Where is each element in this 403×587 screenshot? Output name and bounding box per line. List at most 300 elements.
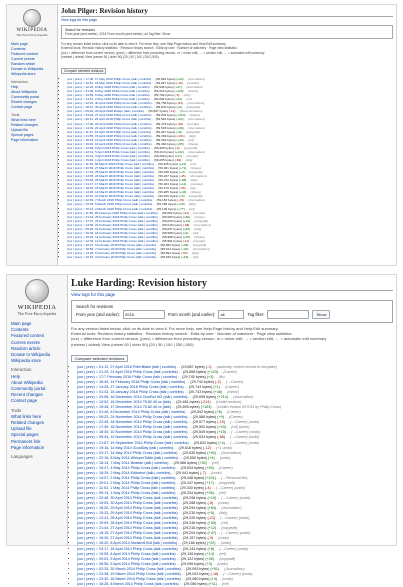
sidebar-link[interactable]: Random article	[11, 345, 41, 351]
revision-talk-links[interactable]: (talk | contribs)	[132, 190, 155, 195]
revision-date-user[interactable]: 10:51, 10 March 2018 Philip Cross	[85, 194, 133, 199]
revision-talk-links[interactable]: (talk | contribs)	[150, 364, 177, 369]
view-logs-link[interactable]: View logs for this page	[71, 292, 116, 297]
revision-talk-links[interactable]: (talk | contribs)	[130, 105, 152, 110]
revision-date-user[interactable]: 17:7 February 2018 Philip Cross	[99, 374, 152, 379]
revision-grey-link[interactable]: (cur | prev) ○	[77, 369, 100, 374]
revision-talk-links[interactable]: (talk | contribs)	[162, 435, 188, 440]
revision-grey-link[interactable]: (cur | prev) ○	[67, 246, 86, 251]
revision-date-user[interactable]: 23:38, 19 March 2014 Philip Cross	[99, 571, 156, 576]
revision-grey-link[interactable]: (cur | prev) ○	[77, 526, 100, 531]
revision-grey-link[interactable]: (cur | prev) ○	[77, 581, 100, 586]
revision-date-user[interactable]: 15:20, 8 April 2014 Nodlard1918	[99, 541, 152, 546]
revision-grey-link[interactable]: (cur | prev) ○	[67, 174, 86, 179]
revision-talk-links[interactable]: (talk | contribs)	[132, 186, 155, 191]
revision-grey-link[interactable]: (cur | prev) ○	[67, 222, 86, 227]
revision-grey-link[interactable]: (cur | prev) ○	[67, 109, 86, 114]
revision-grey-link[interactable]: (cur | prev) ○	[67, 77, 86, 82]
revision-talk-links[interactable]: (talk | contribs)	[150, 485, 176, 490]
revision-talk-links[interactable]: (talk | contribs)	[152, 369, 178, 374]
revision-talk-links[interactable]: (talk | contribs)	[130, 101, 152, 106]
revision-date-user[interactable]: 10:09, 28 April 2014 Philip Cross	[99, 521, 153, 526]
revision-date-user[interactable]: 20:08, 16 December 2014 ClueBot NG	[99, 395, 163, 400]
revision-date-user[interactable]: 16:51, 16 May 2018 Philip Cross	[85, 81, 131, 86]
revision-talk-links[interactable]: (talk | contribs)	[128, 89, 150, 94]
revision-talk-links[interactable]: (talk | contribs)	[150, 465, 176, 470]
sidebar-link[interactable]: Contact page	[11, 398, 38, 404]
sidebar-link[interactable]: Special pages	[11, 432, 39, 438]
revision-date-user[interactable]: 20:48, 16 February 2018 Philip Cross	[85, 230, 137, 235]
revision-grey-link[interactable]: (cur | prev) ○	[77, 531, 100, 536]
revision-talk-links[interactable]: (talk | contribs)	[122, 109, 144, 114]
revision-date-user[interactable]: 12:03, 12 February 2018 Philip Cross	[85, 238, 137, 243]
revision-grey-link[interactable]: (cur | prev) ○	[77, 410, 100, 415]
revision-date-user[interactable]: 12:41, 28 April 2014 Philip Cross	[99, 516, 153, 521]
revision-grey-link[interactable]: (cur | prev) ○	[67, 202, 86, 207]
revision-date-user[interactable]: 22:45, 18 November 2014 Philip Cross	[99, 420, 163, 425]
revision-grey-link[interactable]: (cur | prev) ○	[77, 536, 100, 541]
revision-talk-links[interactable]: (talk | contribs)	[136, 218, 158, 223]
tag-filter-input[interactable]	[267, 310, 309, 319]
revision-date-user[interactable]: 10:16, 3 February 2018 Philip Cross	[85, 255, 136, 260]
revision-grey-link[interactable]: (cur | prev) ○	[67, 125, 86, 130]
revision-talk-links[interactable]: (talk | contribs)	[135, 251, 157, 256]
revision-date-user[interactable]: 19:05, 30 April 2014 Philip Cross	[99, 501, 153, 506]
revision-talk-links[interactable]: (talk | contribs)	[132, 174, 155, 179]
revision-grey-link[interactable]: (cur | prev) ○	[77, 556, 100, 561]
revision-talk-links[interactable]: (talk | contribs)	[130, 125, 152, 130]
revision-talk-links[interactable]: (talk | contribs)	[145, 470, 171, 475]
revision-talk-links[interactable]: (talk | contribs)	[131, 206, 153, 211]
show-button[interactable]: Show	[312, 310, 330, 319]
sidebar-link[interactable]: Main page	[11, 321, 32, 326]
revision-grey-link[interactable]: (cur | prev) ○	[67, 105, 86, 110]
revision-grey-link[interactable]: (cur | prev) ○	[67, 234, 86, 239]
revision-talk-links[interactable]: (talk | contribs)	[128, 85, 150, 90]
revision-talk-links[interactable]: (talk | contribs)	[128, 97, 150, 102]
revision-date-user[interactable]: 18:29, 2 May 2014 Editorbot	[99, 470, 146, 475]
revision-grey-link[interactable]: (cur | prev) ○	[77, 405, 100, 410]
search-row[interactable]: From year (and earlier): 2018 From month (and earlier): all Tag filter: Show	[65, 32, 171, 36]
revision-talk-links[interactable]: (talk | contribs)	[150, 490, 176, 495]
sidebar-link[interactable]: Page information	[11, 444, 45, 450]
revision-talk-links[interactable]: (talk | contribs)	[148, 445, 174, 450]
sidebar-link[interactable]: Related changes	[11, 123, 38, 127]
revision-grey-link[interactable]: (cur | prev) ○	[77, 571, 100, 576]
sidebar-link[interactable]: Recent changes	[11, 392, 43, 398]
revision-talk-links[interactable]: (talk | contribs)	[135, 246, 157, 251]
revision-grey-link[interactable]: (cur | prev) ○	[77, 445, 100, 450]
revision-date-user[interactable]: 21:44, 27 April 2014 Philip Cross	[99, 526, 153, 531]
sidebar-link[interactable]: Contents	[11, 327, 29, 333]
revision-grey-link[interactable]: (cur | prev) ○	[67, 190, 86, 195]
sidebar-link[interactable]: Help	[11, 373, 21, 379]
revision-date-user[interactable]: 18:20, 29 April 2014 Philip Cross	[99, 506, 153, 511]
revision-grey-link[interactable]: (cur | prev) ○	[67, 141, 86, 146]
revision-talk-links[interactable]: (talk | contribs)	[163, 440, 189, 445]
revision-grey-link[interactable]: (cur | prev) ○	[67, 198, 86, 203]
pagination[interactable]: (newest | oldest) View (newer 50 | older 50) (20 | 50 | 100 | 250 | 500)	[61, 54, 159, 59]
revision-date-user[interactable]: 21:39, 6 May 2018 Philip Cross	[85, 89, 129, 94]
revision-grey-link[interactable]: (cur | prev) ○	[77, 496, 100, 501]
sidebar-link[interactable]: Community portal	[11, 386, 46, 392]
revision-date-user[interactable]: 14:28, 5 February 2018 Philip Cross	[85, 251, 136, 256]
revision-grey-link[interactable]: (cur | prev) ○	[77, 576, 100, 581]
revision-grey-link[interactable]: (cur | prev) ○	[77, 379, 100, 384]
revision-date-user[interactable]: 20:11, 25 April 2018 Philip Cross	[85, 117, 131, 122]
revision-date-user[interactable]: 18:40, 15 March 2018 Philip Cross	[85, 186, 133, 191]
revision-date-user[interactable]: 18:59, 7 February 2018 Philip Cross	[85, 246, 136, 251]
revision-grey-link[interactable]: (cur | prev) ○	[67, 194, 86, 199]
revision-talk-links[interactable]: (talk | contribs)	[128, 153, 150, 158]
revision-date-user[interactable]: 23:04, 27 April 2018 Philip Cross	[85, 113, 131, 118]
revision-grey-link[interactable]: (cur | prev) ○	[77, 506, 100, 511]
revision-talk-links[interactable]: (talk | contribs)	[153, 581, 179, 586]
revision-grey-link[interactable]: (cur | prev) ○	[77, 480, 100, 485]
revision-date-user[interactable]: 21:55, 15 April 2018 Philip Cross	[85, 133, 131, 138]
revision-talk-links[interactable]: (talk | contribs)	[150, 556, 176, 561]
revision-grey-link[interactable]: (cur | prev) ○	[67, 186, 86, 191]
revision-talk-links[interactable]: (talk | contribs)	[130, 121, 152, 126]
revision-date-user[interactable]: 13:02, 16 December 2014 75.82.40.xx	[99, 400, 162, 405]
revision-talk-links[interactable]: (talk | contribs)	[152, 531, 178, 536]
revision-talk-links[interactable]: (talk | contribs)	[160, 379, 186, 384]
revision-grey-link[interactable]: (cur | prev) ○	[77, 501, 100, 506]
sidebar-link[interactable]: Page information	[11, 138, 39, 142]
sidebar-link[interactable]: Wikipedia store	[11, 358, 42, 364]
revision-talk-links[interactable]: (talk | contribs)	[130, 81, 152, 86]
revision-grey-link[interactable]: (cur | prev) ○	[67, 166, 86, 171]
revision-date-user[interactable]: 14:02, 20 April 2018 Philip Cross	[85, 125, 131, 130]
revision-date-user[interactable]: 16:20, 10 April 2018 Philip Cross	[85, 141, 131, 146]
revision-date-user[interactable]: 18:07, 30 April 2018 Philip Cross	[85, 105, 131, 110]
sidebar-link[interactable]: Upload file	[11, 426, 32, 432]
revision-date-user[interactable]: 15:46, 1 April 2018 Philip Cross	[85, 157, 129, 162]
sidebar-link[interactable]: Community portal	[11, 95, 40, 99]
revision-date-user[interactable]: 17:22, 25 March 2018 Philip Cross	[85, 170, 133, 175]
revision-grey-link[interactable]: (cur | prev) ○	[67, 81, 86, 86]
revision-date-user[interactable]: 12:08, 8 April 2018 Philip Cross	[85, 145, 129, 150]
revision-talk-links[interactable]: (talk | contribs)	[130, 113, 152, 118]
revision-grey-link[interactable]: (cur | prev) ○	[67, 137, 86, 142]
sidebar-link[interactable]: Contents	[11, 47, 26, 51]
revision-date-user[interactable]: 19:33, 5 March 2018 Philip Cross	[85, 202, 132, 207]
revision-talk-links[interactable]: (talk | contribs)	[153, 455, 179, 460]
revision-date-user[interactable]: 22:16, 8 May 2014 WhisperToMe	[99, 455, 154, 460]
sidebar-link[interactable]: Current events	[11, 339, 40, 345]
revision-date-user[interactable]: 19:14, 3 April 2018 Philip Cross	[85, 153, 129, 158]
revision-talk-links[interactable]: (talk | contribs)	[136, 230, 158, 235]
revision-grey-link[interactable]: (cur | prev) ○	[77, 395, 100, 400]
revision-date-user[interactable]: 16:49, 14 February 2018 Philip Cross	[99, 379, 161, 384]
revision-talk-links[interactable]: (talk | contribs)	[136, 226, 158, 231]
revision-grey-link[interactable]: (cur | prev) ○	[67, 230, 86, 235]
revision-talk-links[interactable]: (talk | contribs)	[152, 450, 178, 455]
revision-grey-link[interactable]: (cur | prev) ○	[67, 238, 86, 243]
revision-talk-links[interactable]: (talk | contribs)	[152, 516, 178, 521]
revision-grey-link[interactable]: (cur | prev) ○	[77, 465, 100, 470]
sidebar-link[interactable]: Donate to Wikipedia	[11, 352, 51, 358]
revision-date-user[interactable]: 15:12, 2 March 2018 Philip Cross	[85, 206, 132, 211]
revision-talk-links[interactable]: (talk | contribs)	[152, 496, 178, 501]
revision-grey-link[interactable]: (cur | prev) ○	[67, 157, 86, 162]
revision-date-user[interactable]: 09:48, 20 March 2018 Philip Cross	[85, 178, 133, 183]
revision-date-user[interactable]: 16:15, 14 February 2018 Philip Cross	[85, 234, 137, 239]
sidebar-link[interactable]: What links here	[11, 413, 42, 419]
revision-date-user[interactable]: 22:37, 9 February 2018 Philip Cross	[85, 242, 136, 247]
revision-date-user[interactable]: 17:49, 18 November 2014 Philip Cross	[99, 425, 163, 430]
revision-date-user[interactable]: 06:22, 24 November 2014 Philip Cross	[99, 415, 163, 420]
revision-talk-links[interactable]: (talk | contribs)	[132, 170, 155, 175]
revision-grey-link[interactable]: (cur | prev) ○	[77, 425, 100, 430]
revision-talk-links[interactable]: (talk | contribs)	[128, 145, 150, 150]
sidebar-link[interactable]: Current events	[11, 57, 35, 61]
revision-grey-link[interactable]: (cur | prev) ○	[67, 133, 86, 138]
revision-talk-links[interactable]: (talk | contribs)	[152, 536, 178, 541]
revision-date-user[interactable]: 02:25, 30 March 2014 Philip Cross	[99, 566, 156, 571]
revision-grey-link[interactable]: (cur | prev) ○	[67, 145, 86, 150]
revision-talk-links[interactable]: (talk | contribs)	[143, 460, 169, 465]
revision-date-user[interactable]: 22:31, 5 April 2018 Philip Cross	[85, 149, 129, 154]
revision-grey-link[interactable]: (cur | prev) ○	[77, 390, 100, 395]
sidebar-link[interactable]: Main page	[11, 42, 28, 46]
revision-date-user[interactable]: 09:46, 29 April 2018 Bodge	[85, 109, 123, 114]
revision-talk-links[interactable]: (talk | contribs)	[162, 415, 188, 420]
revision-date-user[interactable]: 03:17, 16 April 2014 Philip Cross	[99, 546, 153, 551]
revision-date-user[interactable]: 12:23, 8 May 2018 Philip Cross	[85, 85, 129, 90]
revision-date-user[interactable]: 22:48, 30 April 2014 Philip Cross	[99, 496, 153, 501]
revision-date-user[interactable]: 22:16, 30 April 2018 Philip Cross	[85, 101, 131, 106]
sidebar-link[interactable]: Wikipedia store	[11, 72, 36, 76]
sidebar-link[interactable]: Upload file	[11, 128, 28, 132]
info-tools[interactable]: External tools: Revision history statistics · Revision history search · Edits by user · Number of watchers · Page view statistics	[71, 331, 292, 337]
sidebar-link[interactable]: Related changes	[11, 420, 44, 426]
revision-date-user[interactable]: 09:03, 5 April 2014 Philip Cross	[99, 556, 151, 561]
sidebar-link[interactable]: Featured content	[11, 333, 45, 339]
revision-grey-link[interactable]: (cur | prev) ○	[77, 541, 100, 546]
sidebar-link[interactable]: Special pages	[11, 133, 34, 137]
revision-talk-links[interactable]: (talk | contribs)	[130, 137, 152, 142]
revision-date-user[interactable]: 09:14, 1 May 2014 Philip Cross	[99, 490, 151, 495]
compare-button[interactable]: Compare selected revisions	[71, 355, 128, 362]
revision-grey-link[interactable]: (cur | prev) ○	[77, 435, 100, 440]
revision-grey-link[interactable]: (cur | prev) ○	[67, 162, 86, 166]
info-tools[interactable]: External tools: Revision history statistics · Revision history search · Edits by user · Number of watchers · Page view statistics	[61, 46, 237, 51]
revision-talk-links[interactable]: (talk | contribs)	[132, 178, 155, 183]
revision-row[interactable]	[77, 582, 393, 587]
revision-talk-links[interactable]: (talk | contribs)	[130, 129, 152, 134]
revision-grey-link[interactable]: (cur | prev) ○	[67, 101, 86, 106]
revision-talk-links[interactable]: (talk | contribs)	[150, 551, 176, 556]
revision-talk-links[interactable]: (talk | contribs)	[151, 374, 178, 379]
revision-grey-link[interactable]: (cur | prev) ○	[67, 149, 86, 154]
revision-talk-links[interactable]: (talk | contribs)	[160, 410, 186, 415]
revision-grey-link[interactable]: (cur | prev) ○	[77, 430, 100, 435]
revision-grey-link[interactable]: (cur | prev) ○	[77, 470, 100, 475]
revision-grey-link[interactable]: (cur | prev) ○	[77, 400, 100, 405]
revision-grey-link[interactable]: (cur | prev) ○	[67, 117, 86, 122]
revision-talk-links[interactable]: (talk | contribs)	[152, 511, 178, 516]
sidebar-link[interactable]: Contact page	[11, 105, 33, 109]
sidebar-link[interactable]: Recent changes	[11, 100, 37, 104]
sidebar-link[interactable]: Help	[11, 85, 19, 89]
revision-grey-link[interactable]: (cur | prev) ○	[77, 490, 100, 495]
revision-date-user[interactable]: 11:58, 28 February 2018 Philip Cross	[85, 210, 137, 215]
sidebar-link[interactable]: What links here	[11, 118, 36, 122]
revision-grey-link[interactable]: (cur | prev) ○	[67, 255, 86, 260]
revision-talk-links[interactable]: (talk | contribs)	[128, 149, 150, 154]
sidebar-link[interactable]: About Wikipedia	[11, 90, 37, 94]
revision-grey-link[interactable]: (cur | prev) ○	[77, 521, 100, 526]
revision-date-user[interactable]: 19:52, 6 May 2018 Philip Cross	[85, 93, 129, 98]
sidebar-link[interactable]: Donate to Wikipedia	[11, 67, 44, 71]
sidebar-link[interactable]: Random article	[11, 62, 36, 66]
revision-talk-links[interactable]: (talk | contribs)	[136, 234, 158, 239]
revision-grey-link[interactable]: (cur | prev) ○	[67, 153, 86, 158]
revision-talk-links[interactable]: (talk | contribs)	[130, 117, 152, 122]
revision-grey-link[interactable]: (cur | prev) ○	[67, 85, 86, 90]
revision-grey-link[interactable]: (cur | prev) ○	[77, 450, 100, 455]
revision-talk-links[interactable]: (talk | contribs)	[152, 506, 178, 511]
revision-talk-links[interactable]: (talk | contribs)	[151, 541, 178, 546]
revision-grey-link[interactable]: (cur | prev) ○	[77, 364, 100, 369]
revision-date-user[interactable]: 13:05, 22 March 2018 Philip Cross	[85, 174, 133, 179]
revision-date-user[interactable]: 20:01, 2 May 2014 Philip Cross	[99, 480, 151, 485]
revision-grey-link[interactable]: (cur | prev) ○	[67, 206, 86, 211]
revision-talk-links[interactable]: (talk | contribs)	[162, 420, 188, 425]
revision-talk-links[interactable]: (talk | contribs)	[130, 77, 152, 82]
revision-talk-links[interactable]: (talk | contribs)	[130, 141, 152, 146]
revision-talk-links[interactable]: (talk | contribs)	[135, 242, 157, 247]
revision-date-user[interactable]: 14:26, 27 January 2018 Philip Cross	[99, 385, 159, 389]
revision-grey-link[interactable]: (cur | prev) ○	[77, 546, 100, 551]
view-logs-link[interactable]: View logs for this page	[61, 18, 98, 22]
revision-talk-links[interactable]: (talk | contribs)	[136, 210, 158, 215]
sidebar-link[interactable]: About Wikipedia	[11, 379, 43, 385]
revision-date-user[interactable]: 09:20, 19 February 2018 Philip Cross	[85, 226, 137, 231]
revision-talk-links[interactable]: (talk | contribs)	[155, 576, 181, 581]
pagination[interactable]: (newest | oldest) View (newer 50 | older 50) (20 | 50 | 100 | 250 | 500)	[71, 341, 194, 347]
revision-grey-link[interactable]: (cur | prev) ○	[77, 460, 100, 465]
revision-date-user[interactable]: 17:07, 23 February 2018 Philip Cross	[85, 218, 137, 223]
revision-date-user[interactable]: 21:57, 19 September 2014 Philip Cross	[99, 440, 164, 445]
revision-grey-link[interactable]: (cur | prev) ○	[77, 385, 100, 389]
revision-talk-links[interactable]: (talk | contribs)	[155, 571, 181, 576]
revision-grey-link[interactable]: (cur | prev) ○	[77, 440, 100, 445]
revision-grey-link[interactable]: (cur | prev) ○	[77, 566, 100, 571]
revision-date-user[interactable]: 16:28, 8 March 2014 Philip Cross	[99, 581, 154, 586]
revision-date-user[interactable]: 06:56, 5 April 2014 Philip Cross	[99, 561, 151, 566]
revision-date-user[interactable]: 01:46, 6 December 2014 Philip Cross	[99, 410, 161, 415]
revision-grey-link[interactable]: (cur | prev) ○	[67, 97, 86, 102]
revision-talk-links[interactable]: (talk | contribs)	[152, 521, 178, 526]
revision-date-user[interactable]: 18:14, 7 May 2014 Bearian	[99, 460, 144, 465]
wikipedia-logo[interactable]	[7, 279, 67, 316]
revision-date-user[interactable]: 13:36, 21 February 2018 Philip Cross	[85, 222, 137, 227]
revision-talk-links[interactable]: (talk | contribs)	[158, 390, 184, 395]
revision-talk-links[interactable]: (talk | contribs)	[128, 157, 150, 162]
revision-talk-links[interactable]: (talk)	[161, 405, 171, 410]
revision-row[interactable]	[67, 255, 393, 259]
revision-talk-links[interactable]: (talk | contribs)	[152, 501, 178, 506]
revision-date-user[interactable]: 16:40, 10 November 2014 Philip Cross	[99, 430, 163, 435]
revision-date-user[interactable]: 17:30, 22 April 2018 Philip Cross	[85, 121, 131, 126]
revision-date-user[interactable]: 18:43, 13 April 2018 Philip Cross	[85, 137, 131, 142]
wikipedia-logo[interactable]	[7, 9, 57, 37]
revision-grey-link[interactable]: (cur | prev) ○	[67, 178, 86, 183]
revision-grey-link[interactable]: (cur | prev) ○	[77, 415, 100, 420]
revision-date-user[interactable]: 14:07, 2 May 2014 Philip Cross	[99, 475, 151, 480]
revision-date-user[interactable]: 14:26, 12 March 2018 Philip Cross	[85, 190, 133, 195]
revision-talk-links[interactable]: (talk | contribs)	[130, 133, 152, 138]
revision-grey-link[interactable]: (cur | prev) ○	[67, 226, 86, 231]
revision-grey-link[interactable]: (cur | prev) ○	[67, 93, 86, 98]
revision-grey-link[interactable]: (cur | prev) ○	[77, 485, 100, 490]
compare-button[interactable]: Compare selected revisions	[61, 68, 106, 74]
revision-date-user[interactable]: 22:09, 7 March 2018 Philip Cross	[85, 198, 132, 203]
month-select[interactable]: all	[218, 310, 244, 319]
revision-grey-link[interactable]: (cur | prev) ○	[67, 210, 86, 215]
revision-grey-link[interactable]: (cur | prev) ○	[77, 551, 100, 556]
revision-talk-links[interactable]: (talk | contribs)	[152, 526, 178, 531]
revision-talk-links[interactable]: (talk | contribs)	[136, 222, 158, 227]
revision-talk-links[interactable]: (talk | contribs)	[136, 214, 158, 219]
revision-grey-link[interactable]: (cur | prev) ○	[67, 251, 86, 256]
revision-date-user[interactable]: 16:47, 4 May 2014 Philip Cross	[99, 465, 151, 470]
revision-grey-link[interactable]: (cur | prev) ○	[77, 511, 100, 516]
revision-date-user[interactable]: 21:44, 25 February 2018 Philip Cross	[85, 214, 137, 219]
revision-date-user[interactable]: 11:53, 1 May 2014 Philip Cross	[99, 485, 151, 490]
revision-grey-link[interactable]: (cur | prev) ○	[67, 242, 86, 247]
revision-date-user[interactable]: 05:44, 10 November 2014 Philip Cross	[99, 435, 163, 440]
revision-talk-links[interactable]: (talk | contribs)	[131, 198, 153, 203]
revision-date-user[interactable]: 11:27, 18 April 2018 Philip Cross	[85, 129, 131, 134]
revision-talk-links[interactable]: (talk | contribs)	[128, 93, 150, 98]
revision-talk-links[interactable]: (talk | contribs)	[135, 255, 157, 260]
revision-date-user[interactable]: 15:33, 29 April 2014 Philip Cross	[99, 511, 153, 516]
revision-date-user[interactable]: 19:05, 8 April 2014 Philip Cross	[99, 551, 151, 556]
revision-grey-link[interactable]: (cur | prev) ○	[67, 121, 86, 126]
revision-talk-links[interactable]: (talk | contribs)	[162, 395, 188, 400]
sidebar-link[interactable]: Featured content	[11, 52, 39, 56]
revision-talk-links[interactable]: (talk | contribs)	[162, 430, 188, 435]
revision-date-user[interactable]: 03:17, 14 May 2014 Philip Cross	[99, 450, 153, 455]
revision-date-user[interactable]: 01:43, 18 January 2018 Philip Cross	[99, 390, 159, 395]
revision-talk-links[interactable]: (talk | contribs)	[162, 425, 188, 430]
revision-grey-link[interactable]: (cur | prev) ○	[67, 182, 86, 187]
revision-grey-link[interactable]: (cur | prev) ○	[77, 420, 100, 425]
revision-date-user[interactable]: 23:30, 18 March 2014 Philip Cross	[99, 576, 156, 581]
revision-date-user[interactable]: 18:16, 27 April 2014 Philip Cross	[99, 531, 153, 536]
revision-date-user[interactable]: 17:38, 17 May 2018 Philip Cross	[85, 77, 131, 82]
revision-talk-links[interactable]: (talk | contribs)	[132, 194, 155, 199]
revision-grey-link[interactable]: (cur | prev) ○	[77, 516, 100, 521]
revision-date-user[interactable]: 19:48, 17 December 2014 75.82.40.xx	[99, 405, 162, 410]
revision-grey-link[interactable]: (cur | prev) ○	[67, 89, 86, 94]
revision-talk-links[interactable]: (talk | contribs)	[136, 238, 158, 243]
revision-grey-link[interactable]: (cur | prev) ○	[77, 561, 100, 566]
revision-talk-links[interactable]: (talk | contribs)	[132, 162, 154, 166]
revision-grey-link[interactable]: (cur | prev) ○	[67, 170, 86, 175]
revision-date-user[interactable]: 19:16, 14 May 2014 GoodDay	[99, 445, 149, 450]
revision-date-user[interactable]: 13:41, 2 May 2018 Philip Cross	[85, 97, 129, 102]
revision-date-user[interactable]: 16:30, 27 April 2014 Philip Cross	[99, 536, 153, 541]
revision-talk-links[interactable]: (talk | contribs)	[150, 475, 176, 480]
year-input[interactable]: 2018	[123, 310, 165, 319]
revision-talk-links[interactable]: (talk | contribs)	[150, 480, 176, 485]
revision-talk-links[interactable]: (talk | contribs)	[158, 385, 184, 389]
revision-talk-links[interactable]: (talk | contribs)	[132, 182, 155, 187]
